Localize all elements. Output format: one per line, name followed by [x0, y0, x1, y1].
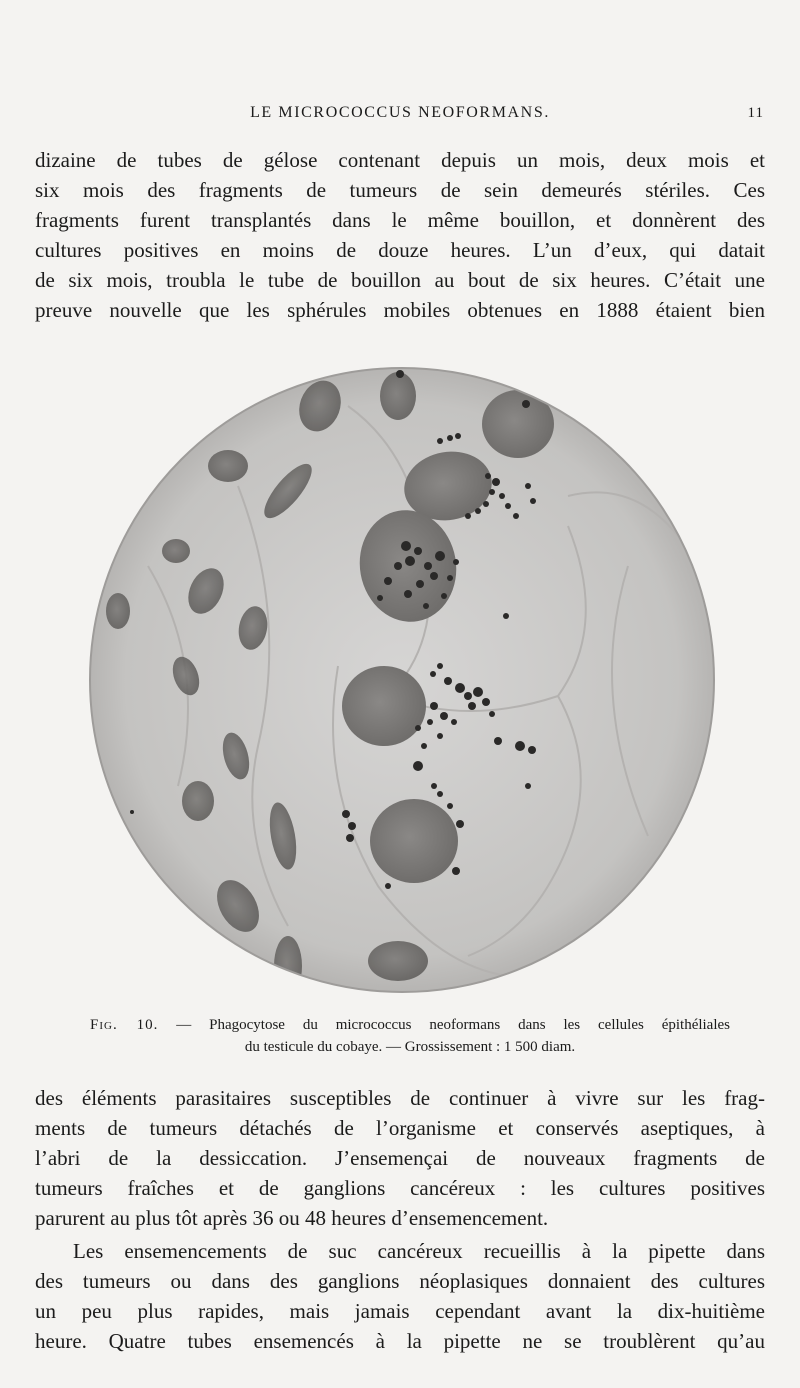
text-line: de six mois, troubla le tube de bouillon au bout de six heures. C’était une: [35, 268, 765, 292]
micrograph-image: [88, 366, 716, 994]
text-line: preuve nouvelle que les sphérules mobiles obtenues en 1888 étaient bien: [35, 298, 765, 322]
paragraph-2: [35, 1083, 765, 1233]
text-line: tumeurs fraîches et de ganglions cancéreux : les cultures positives: [35, 1176, 765, 1200]
text-line: des éléments parasitaires susceptibles de continuer à vivre sur les frag-: [35, 1086, 765, 1110]
paragraph-1: [35, 145, 765, 325]
text-line: six mois des fragments de tumeurs de sein demeurés stériles. Ces: [35, 178, 765, 202]
text-line: ments de tumeurs détachés de l’organisme et conservés aseptiques, à: [35, 1116, 765, 1140]
text-line: fragments furent transplantés dans le même bouillon, et donnèrent des: [35, 208, 765, 232]
caption-text-1: — Phagocytose du micrococcus neoformans dans les cellules épithéliales: [176, 1017, 731, 1033]
micrograph-figure: [88, 366, 716, 994]
text-line: des tumeurs ou dans des ganglions néoplasiques donnaient des cultures: [35, 1269, 765, 1293]
running-title: LE MICROCOCCUS NEOFORMANS.: [250, 104, 550, 121]
text-line: l’abri de la dessiccation. J’ensemençai de nouveaux fragments de: [35, 1146, 765, 1170]
caption-line-2: du testicule du cobaye. — Grossissement : 1 500 diam.: [244, 1039, 576, 1055]
running-head: [0, 104, 800, 128]
figure-label: Fig. 10.: [90, 1017, 159, 1033]
text-line: parurent au plus tôt après 36 ou 48 heures d’ensemencement.: [35, 1206, 549, 1230]
text-line: cultures positives en moins de douze heures. L’un d’eux, qui datait: [35, 238, 765, 262]
paragraph-3: [35, 1236, 765, 1356]
page-number: 11: [747, 105, 764, 121]
text-line: Les ensemencements de suc cancéreux recueillis à la pipette dans: [73, 1239, 765, 1263]
figure-caption: [90, 1014, 730, 1058]
text-line: heure. Quatre tubes ensemencés à la pipette ne se troublèrent qu’au: [35, 1329, 765, 1353]
text-line: dizaine de tubes de gélose contenant depuis un mois, deux mois et: [35, 148, 765, 172]
caption-line-1: [90, 1014, 730, 1036]
text-line: un peu plus rapides, mais jamais cependant avant la dix-huitième: [35, 1299, 765, 1323]
